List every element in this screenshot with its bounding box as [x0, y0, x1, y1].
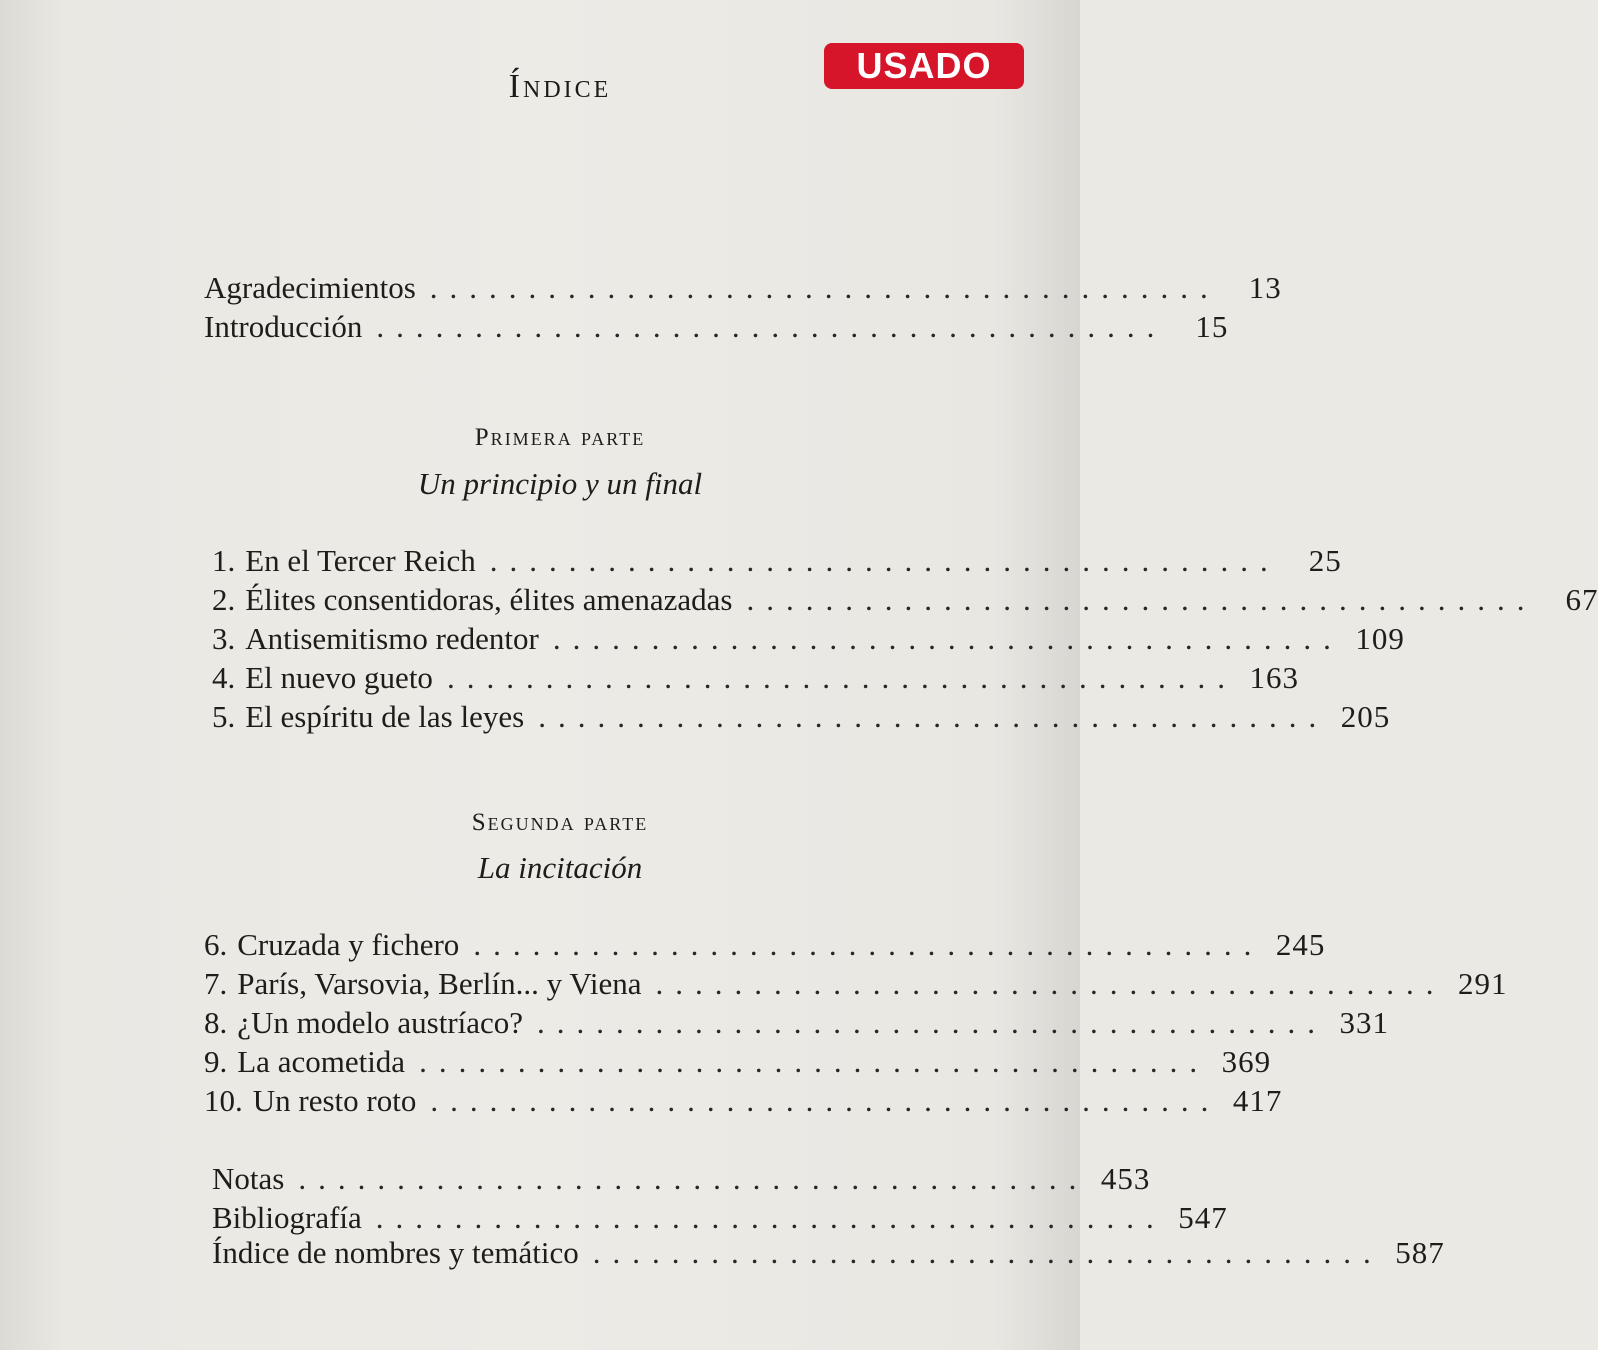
- dot-leader: ........................................: [430, 1083, 1221, 1118]
- chapter-title: Un resto roto: [252, 1083, 417, 1118]
- chapter-page: 245: [1275, 927, 1326, 962]
- chapter-entry: [212, 621, 1405, 657]
- toc-entry: [204, 270, 1282, 306]
- toc-entry-label: Bibliografía: [212, 1200, 362, 1235]
- toc-entry-page: 453: [1100, 1161, 1151, 1196]
- toc-entry-page: 547: [1178, 1200, 1228, 1235]
- dot-leader: ........................................: [446, 660, 1237, 695]
- chapter-page: 417: [1232, 1083, 1283, 1118]
- chapter-number: 3.: [212, 621, 236, 656]
- chapter-page: 67: [1565, 582, 1598, 617]
- toc-entry-label: Índice de nombres y temático: [212, 1235, 579, 1270]
- chapter-number: 2.: [212, 582, 236, 617]
- dot-leader: ........................................: [375, 1200, 1166, 1235]
- chapter-number: 5.: [212, 699, 236, 734]
- toc-entry-page: 15: [1195, 309, 1229, 344]
- dot-leader: ........................................: [655, 966, 1446, 1001]
- page-title: Índice: [508, 68, 612, 105]
- toc-entry-label: Agradecimientos: [204, 270, 416, 305]
- dot-leader: ........................................: [592, 1235, 1383, 1270]
- chapter-title: París, Varsovia, Berlín... y Viena: [237, 966, 642, 1001]
- chapter-entry: [204, 966, 1508, 1002]
- part-heading: Primera parte: [474, 424, 646, 451]
- chapter-entry: [212, 543, 1342, 579]
- chapter-title: En el Tercer Reich: [245, 543, 476, 578]
- dot-leader: ........................................: [429, 270, 1220, 305]
- part-heading: Segunda parte: [471, 809, 649, 836]
- chapter-entry: [212, 660, 1299, 696]
- chapter-entry: [204, 1044, 1272, 1080]
- chapter-page: 205: [1340, 699, 1391, 734]
- chapter-number: 9.: [204, 1044, 228, 1079]
- chapter-page: 291: [1458, 966, 1508, 1001]
- chapter-title: El espíritu de las leyes: [245, 699, 525, 734]
- dot-leader: ........................................: [746, 582, 1537, 617]
- chapter-title: Antisemitismo redentor: [245, 621, 539, 656]
- chapter-number: 1.: [212, 543, 236, 578]
- dot-leader: ........................................: [538, 699, 1329, 734]
- toc-entry: [212, 1200, 1228, 1236]
- chapter-entry: [212, 699, 1391, 735]
- toc-entry: [204, 309, 1229, 345]
- chapter-number: 8.: [204, 1005, 228, 1040]
- dot-leader: ........................................: [552, 621, 1343, 656]
- dot-leader: ........................................: [298, 1161, 1089, 1196]
- chapter-entry: [204, 927, 1326, 963]
- dot-leader: ........................................: [419, 1044, 1210, 1079]
- chapter-number: 10.: [204, 1083, 243, 1118]
- toc-entry-label: Notas: [212, 1161, 285, 1196]
- toc-entry: [212, 1161, 1151, 1197]
- toc-entry-page: 587: [1395, 1235, 1445, 1270]
- chapter-entry: [204, 1083, 1283, 1119]
- dot-leader: ........................................: [473, 927, 1264, 962]
- chapter-number: 7.: [204, 966, 228, 1001]
- chapter-entry: [204, 1005, 1390, 1041]
- toc-entry-page: 13: [1248, 270, 1282, 305]
- toc-entry: [212, 1235, 1445, 1271]
- dot-leader: ........................................: [376, 309, 1167, 344]
- chapter-title: Cruzada y fichero: [237, 927, 460, 962]
- part-subtitle: Un principio y un final: [417, 466, 703, 501]
- chapter-entry: [212, 582, 1598, 618]
- chapter-page: 109: [1355, 621, 1405, 656]
- dot-leader: ........................................: [489, 543, 1280, 578]
- chapter-page: 25: [1308, 543, 1342, 578]
- part-subtitle: La incitación: [477, 850, 643, 885]
- used-badge: USADO: [824, 43, 1024, 89]
- dot-leader: ........................................: [537, 1005, 1328, 1040]
- toc-entry-label: Introducción: [204, 309, 363, 344]
- chapter-title: ¿Un modelo austríaco?: [237, 1005, 524, 1040]
- chapter-title: El nuevo gueto: [245, 660, 433, 695]
- chapter-title: Élites consentidoras, élites amenazadas: [245, 582, 733, 617]
- chapter-number: 6.: [204, 927, 228, 962]
- chapter-page: 369: [1221, 1044, 1272, 1079]
- chapter-page: 163: [1249, 660, 1299, 695]
- chapter-title: La acometida: [237, 1044, 406, 1079]
- chapter-number: 4.: [212, 660, 236, 695]
- chapter-page: 331: [1339, 1005, 1390, 1040]
